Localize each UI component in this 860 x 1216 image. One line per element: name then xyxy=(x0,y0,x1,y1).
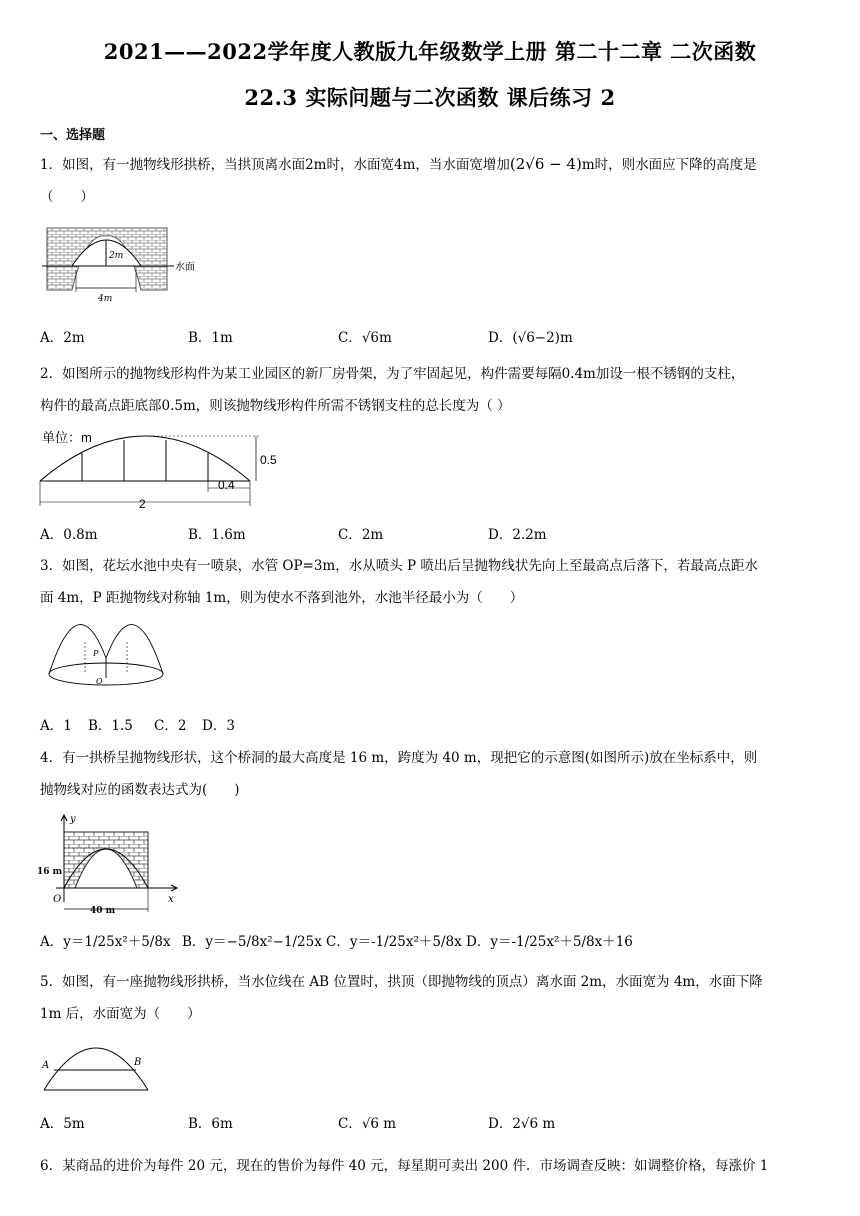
q3-option-b[interactable]: B．1.5 xyxy=(88,718,133,734)
q4-label-height: 16 m xyxy=(37,867,63,877)
q4-stem-b: 抛物线对应的函数表达式为( ) xyxy=(40,782,240,798)
q2-label-unit: 单位：m xyxy=(42,430,92,445)
q3-option-c[interactable]: C．2 xyxy=(154,718,187,734)
q5-figure xyxy=(38,1034,154,1094)
q3-stem-b: 面 4m，P 距抛物线对称轴 1m，则为使水不落到池外，水池半径最小为（ ） xyxy=(40,590,524,606)
question-4 xyxy=(40,742,830,806)
q4-option-b[interactable]: B．y＝−5/8x²−1/25x xyxy=(182,934,322,950)
q4-label-span: 40 m xyxy=(90,906,116,916)
q4-option-c[interactable]: C．y＝-1/25x²＋5/8x xyxy=(326,934,462,950)
q2-stem-b: 构件的最高点距底部0.5m，则该抛物线形构件所需不锈钢支柱的总长度为（ ） xyxy=(40,398,511,414)
q4-stem-a: 4．有一拱桥呈抛物线形状，这个桥洞的最大高度是 16 m，跨度为 40 m，现把它的示意图(如图所示)放在坐标系中，则 xyxy=(40,750,758,766)
q2-label-height: 0.5 xyxy=(260,453,277,467)
q2-option-c[interactable]: C．2m xyxy=(338,527,384,543)
q3-label-o: O xyxy=(96,677,103,686)
question-3 xyxy=(40,550,830,614)
q1-option-c[interactable]: C．√6m xyxy=(338,330,392,346)
q3-option-d[interactable]: D．3 xyxy=(202,718,235,734)
q6-stem-a: 6．某商品的进价为每件 20 元，现在的售价为每件 40 元，每星期可卖出 200 件．市场调查反映：如调整价格，每涨价 1 xyxy=(40,1158,769,1174)
q5-label-a: A xyxy=(42,1060,50,1071)
q1-option-b[interactable]: B．1m xyxy=(188,330,233,346)
q1-label-width: 4m xyxy=(98,294,113,304)
question-1 xyxy=(40,148,830,213)
q5-stem-a: 5．如图，有一座抛物线形拱桥，当水位线在 AB 位置时，拱顶（即抛物线的顶点）离水面 2m，水面宽为 4m，水面下降 xyxy=(40,974,763,990)
q2-label-span: 2 xyxy=(139,497,146,511)
q1-option-d[interactable]: D．(√6−2)m xyxy=(488,330,573,346)
q4-label-o: O xyxy=(53,894,62,905)
q2-option-a[interactable]: A．0.8m xyxy=(40,527,98,543)
page-title-line2: 22.3 实际问题与二次函数 课后练习 2 xyxy=(244,85,616,110)
q4-option-d[interactable]: D．y＝-1/25x²＋5/8x＋16 xyxy=(466,934,633,950)
q1-stem-c: （ ） xyxy=(40,189,94,205)
q5-stem-b: 1m 后，水面宽为（ ） xyxy=(40,1006,201,1022)
q2-stem-a: 2．如图所示的抛物线形构件为某工业园区的新厂房骨架，为了牢固起见，构件需要每隔0.4m加设一根不锈钢的支柱， xyxy=(40,366,745,382)
q5-option-d[interactable]: D．2√6 m xyxy=(488,1116,556,1132)
q5-option-a[interactable]: A．5m xyxy=(40,1116,85,1132)
q3-option-a[interactable]: A．1 xyxy=(40,718,72,734)
q2-label-gap: 0.4 xyxy=(218,478,235,492)
q1-stem-expr: (2√6 − 4) xyxy=(509,155,582,173)
q5-option-c[interactable]: C．√6 m xyxy=(338,1116,397,1132)
q3-stem-a: 3．如图，花坛水池中央有一喷泉，水管 OP=3m，水从喷头 P 喷出后呈抛物线状先向上至最高点后落下，若最高点距水 xyxy=(40,558,758,574)
q1-label-height: 2m xyxy=(109,251,124,261)
q5-option-b[interactable]: B．6m xyxy=(188,1116,233,1132)
q1-stem-b: m时，则水面应下降的高度是 xyxy=(581,157,757,173)
q3-figure xyxy=(44,622,168,688)
q1-figure xyxy=(42,222,202,304)
question-2 xyxy=(40,358,830,422)
q4-figure xyxy=(36,812,180,922)
q5-label-b: B xyxy=(134,1057,142,1068)
q4-label-y: y xyxy=(70,814,76,825)
page-title-line1: 2021——2022学年度人教版九年级数学上册 第二十二章 二次函数 xyxy=(103,39,757,64)
q1-label-water: 水面 xyxy=(175,262,195,273)
q1-stem-a: 1．如图，有一抛物线形拱桥，当拱顶离水面2m时，水面宽4m，当水面宽增加 xyxy=(40,157,510,173)
q2-option-b[interactable]: B．1.6m xyxy=(188,527,246,543)
question-6 xyxy=(40,1150,830,1182)
q1-option-a[interactable]: A．2m xyxy=(40,330,85,346)
q4-option-a[interactable]: A．y＝1/25x²＋5/8x xyxy=(40,934,171,950)
q4-label-x: x xyxy=(168,894,174,905)
q2-figure xyxy=(38,426,288,514)
section-heading: 一、选择题 xyxy=(40,128,106,143)
question-5 xyxy=(40,966,830,1030)
q2-option-d[interactable]: D．2.2m xyxy=(488,527,547,543)
q3-label-p: P xyxy=(93,649,99,658)
